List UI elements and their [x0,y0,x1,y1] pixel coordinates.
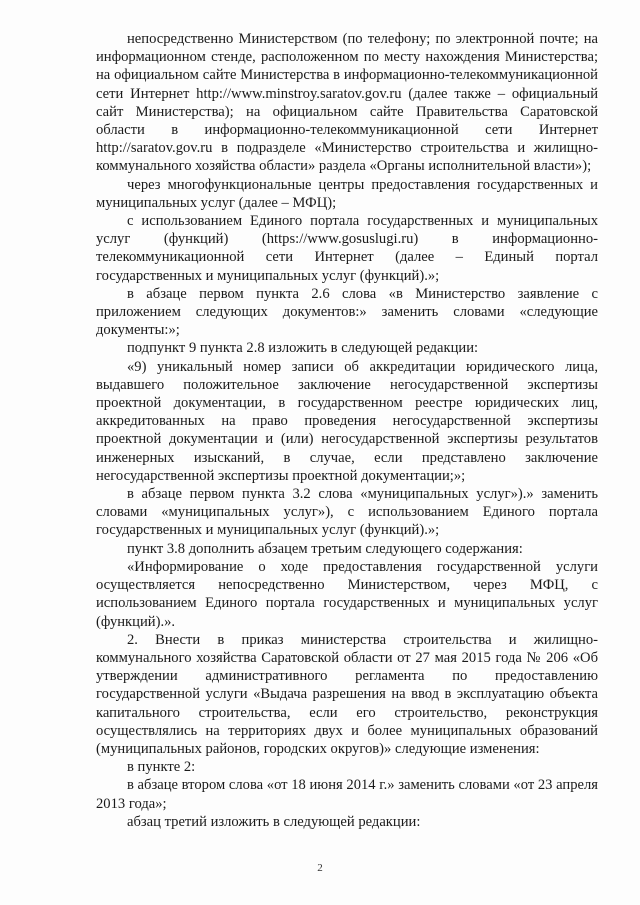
paragraph-item-3-8: пункт 3.8 дополнить абзацем третьим следующего содержания: [127,540,523,557]
paragraph-informing-methods: непосредственно Министерством (по телефону; по электронной почте; на информационном стенде, расположенном по месту нахождения Министерства; на официальном сайте Министерства в информационно-телекоммуникационной сети Интернет http://www.minstroy.saratov.gov.ru (далее также – официальный сайт Министерства); на официальном сайте Правительства Саратовской области в информационно-телекоммуникационной сети Интернет http://saratov.gov.ru в подразделе «Министерство строительства и жилищно-коммунального хозяйства области» раздела «Органы исполнительной власти»); [96,31,598,175]
paragraph-order-206: 2. Внести в приказ министерства строительства и жилищно-коммунального хозяйства Саратовской области от 27 мая 2015 года № 206 «Об утверждении административного регламента по предоставлению государственной услуги «Выдача разрешения на ввод в эксплуатацию объекта капитального строительства, если его строительство, реконструкция осуществлялись на территориях двух и более муниципальных образований (муниципальных районов, городских округов)» следующие изменения: [96,631,598,757]
paragraph-mfc: через многофункциональные центры предоставления государственных и муниципальных услуг (далее – МФЦ); [96,176,598,211]
paragraph-second-para: в абзаце втором слова «от 18 июня 2014 г.» заменить словами «от 23 апреля 2013 года»; [96,777,598,812]
paragraph-subitem-9: подпункт 9 пункта 2.8 изложить в следующей редакции: [127,340,479,357]
paragraph-third-para: абзац третий изложить в следующей редакции: [127,813,421,830]
paragraph-item-3-2: в абзаце первом пункта 3.2 слова «муниципальных услуг»).» заменить словами «муниципальных услуг»), с использованием Единого портала государственных и муниципальных услуг (функций).»; [96,486,598,539]
paragraph-item-2-6: в абзаце первом пункта 2.6 слова «в Министерство заявление с приложением следующих документов:» заменить словами «следующие документы:»; [96,285,598,339]
paragraph-informing-progress: «Информирование о ходе предоставления государственной услуги осуществляется непосредственно Министерством, через МФЦ, с использованием Единого портала государственных и муниципальных услуг (функций).». [96,558,598,630]
document-body [96,30,598,831]
paragraph-accreditation: «9) уникальный номер записи об аккредитации юридического лица, выдавшего положительное заключение негосударственной экспертизы проектной документации, в государственном реестре юридических лиц, аккредитованных на право проведения негосударственной экспертизы проектной документации и (или) негосударственной экспертизы результатов инженерных изысканий, в случае, если представлено заключение негосударственной экспертизы проектной документации;»; [96,358,598,484]
page-number: 2 [317,862,323,874]
paragraph-unified-portal: с использованием Единого портала государственных и муниципальных услуг (функций) (https://www.gosuslugi.ru) в информационно-телекоммуникационной сети Интернет (далее – Единый портал государственных и муниципальных услуг (функций).»; [96,213,598,284]
paragraph-item-2: в пункте 2: [127,759,196,776]
